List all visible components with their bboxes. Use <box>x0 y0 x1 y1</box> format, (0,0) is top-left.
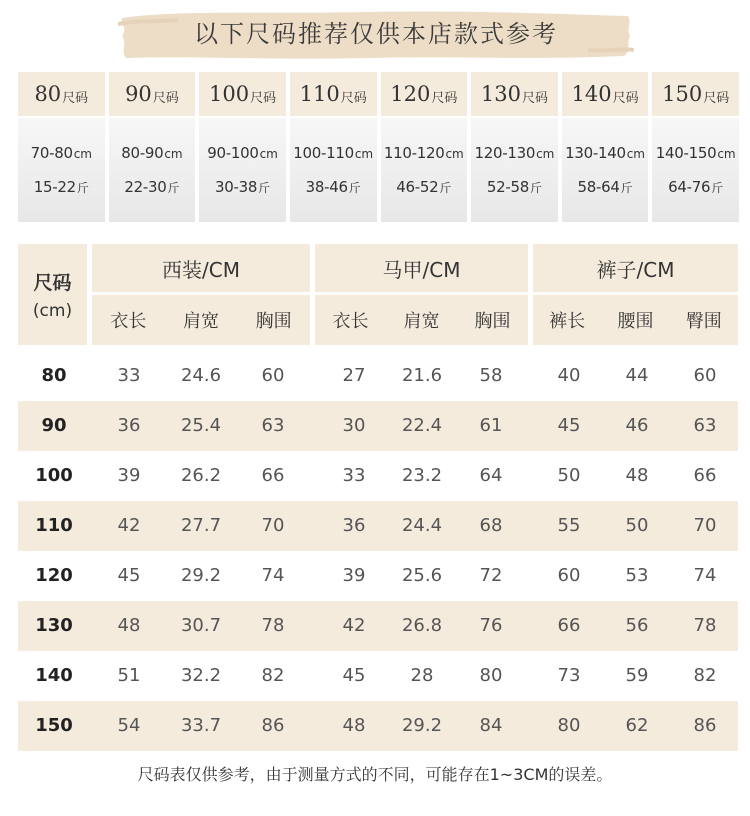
weight-unit: 斤 <box>348 181 361 195</box>
table-cell: 22.4 <box>401 415 443 436</box>
size-unit: 尺码 <box>521 90 548 106</box>
table-cell: 58 <box>479 365 503 386</box>
row-size: 150 <box>35 715 73 736</box>
size-unit: 尺码 <box>152 90 179 106</box>
table-cell: 48 <box>117 615 141 636</box>
table-cell: 55 <box>557 515 581 536</box>
size-card-header <box>290 72 377 116</box>
table-cell: 30 <box>342 415 366 436</box>
table-cell: 60 <box>557 565 581 586</box>
weight-value: 64-76 <box>668 178 711 196</box>
height-value: 120-130 <box>474 144 536 162</box>
height-value: 90-100 <box>207 144 259 162</box>
table-cell: 60 <box>261 365 285 386</box>
table-cell: 21.6 <box>401 365 443 386</box>
weight-value: 22-30 <box>124 178 167 196</box>
table-cell: 66 <box>693 465 717 486</box>
weight-range <box>215 178 270 196</box>
group-header-vest: 马甲/CM <box>315 244 528 292</box>
table-cell: 45 <box>342 665 366 686</box>
footnote: 尺码表仅供参考，由于测量方式的不同，可能存在1~3CM的误差。 <box>137 765 613 784</box>
table-cell: 44 <box>625 365 649 386</box>
table-row <box>18 551 738 601</box>
weight-range <box>578 178 633 196</box>
size-card-header <box>562 72 649 116</box>
height-range <box>121 144 182 162</box>
size-unit: 尺码 <box>612 90 639 106</box>
table-cell: 48 <box>625 465 649 486</box>
size-card-body <box>199 118 286 222</box>
table-cell: 54 <box>117 715 141 736</box>
size-number: 140 <box>571 82 612 106</box>
size-card-header <box>381 72 468 116</box>
table-cell: 62 <box>625 715 649 736</box>
group-header-suit: 西装/CM <box>92 244 310 292</box>
size-card-header <box>109 72 196 116</box>
height-value: 140-150 <box>655 144 717 162</box>
column-header: 臀围 <box>685 311 722 332</box>
height-unit: cm <box>626 147 645 161</box>
table-cell: 53 <box>625 565 649 586</box>
column-header: 腰围 <box>617 311 654 332</box>
table-cell: 61 <box>479 415 503 436</box>
table-cell: 56 <box>625 615 649 636</box>
height-unit: cm <box>536 147 555 161</box>
table-body <box>18 351 738 751</box>
size-number: 80 <box>34 82 62 106</box>
size-number: 110 <box>299 82 340 106</box>
column-header: 肩宽 <box>403 311 440 332</box>
table-cell: 63 <box>261 415 285 436</box>
weight-range <box>668 178 723 196</box>
size-unit: 尺码 <box>62 90 89 106</box>
table-cell: 63 <box>693 415 717 436</box>
corner-label: 尺码 <box>33 272 72 294</box>
height-unit: cm <box>445 147 464 161</box>
row-size: 110 <box>35 515 73 536</box>
table-cell: 33 <box>342 465 366 486</box>
table-cell: 46 <box>625 415 649 436</box>
table-cell: 25.6 <box>401 565 443 586</box>
table-cell: 23.2 <box>401 465 443 486</box>
table-cell: 36 <box>117 415 141 436</box>
weight-range <box>124 178 179 196</box>
table-cell: 48 <box>342 715 366 736</box>
table-row <box>18 351 738 401</box>
weight-unit: 斤 <box>439 181 452 195</box>
table-cell: 51 <box>117 665 141 686</box>
table-cell: 45 <box>557 415 581 436</box>
table-cell: 74 <box>261 565 285 586</box>
size-card-body <box>109 118 196 222</box>
vest-column-headers <box>315 295 528 345</box>
table-cell: 27 <box>342 365 366 386</box>
size-card-header <box>199 72 286 116</box>
table-cell: 84 <box>479 715 503 736</box>
table-cell: 30.7 <box>180 615 222 636</box>
weight-value: 58-64 <box>577 178 620 196</box>
table-cell: 66 <box>557 615 581 636</box>
table-cell: 28 <box>410 665 434 686</box>
table-cell: 27.7 <box>180 515 222 536</box>
title-banner <box>118 6 634 62</box>
height-range <box>293 144 373 162</box>
weight-unit: 斤 <box>711 181 724 195</box>
table-cell: 60 <box>693 365 717 386</box>
size-card <box>562 72 649 222</box>
weight-value: 46-52 <box>396 178 439 196</box>
weight-value: 30-38 <box>215 178 258 196</box>
weight-unit: 斤 <box>258 181 271 195</box>
size-unit: 尺码 <box>250 90 277 106</box>
table-cell: 40 <box>557 365 581 386</box>
weight-range <box>306 178 361 196</box>
table-cell: 50 <box>625 515 649 536</box>
column-header: 衣长 <box>332 311 369 332</box>
size-unit: 尺码 <box>703 90 730 106</box>
table-cell: 26.8 <box>401 615 443 636</box>
size-number: 100 <box>209 82 250 106</box>
column-header: 衣长 <box>110 311 147 332</box>
table-cell: 70 <box>261 515 285 536</box>
table-cell: 78 <box>693 615 717 636</box>
table-cell: 24.4 <box>401 515 443 536</box>
table-cell: 42 <box>342 615 366 636</box>
size-card-body <box>381 118 468 222</box>
size-card <box>652 72 739 222</box>
row-size: 100 <box>35 465 73 486</box>
size-card-header <box>652 72 739 116</box>
size-card <box>381 72 468 222</box>
measurement-table <box>18 244 738 736</box>
table-cell: 33.7 <box>180 715 222 736</box>
weight-unit: 斤 <box>76 181 89 195</box>
size-number: 120 <box>390 82 431 106</box>
height-unit: cm <box>717 147 736 161</box>
height-range <box>207 144 278 162</box>
size-card <box>18 72 105 222</box>
table-cell: 59 <box>625 665 649 686</box>
table-cell: 76 <box>479 615 503 636</box>
table-cell: 64 <box>479 465 503 486</box>
table-cell: 33 <box>117 365 141 386</box>
group-header-row <box>18 244 738 292</box>
size-number: 130 <box>480 82 521 106</box>
height-range <box>565 144 645 162</box>
table-cell: 36 <box>342 515 366 536</box>
suit-column-headers <box>92 295 310 345</box>
size-unit: 尺码 <box>340 90 367 106</box>
weight-value: 52-58 <box>486 178 529 196</box>
height-range <box>31 144 92 162</box>
table-row <box>18 701 738 751</box>
table-cell: 82 <box>693 665 717 686</box>
table-cell: 50 <box>557 465 581 486</box>
size-card <box>471 72 558 222</box>
column-header: 胸围 <box>255 311 292 332</box>
size-card-body <box>652 118 739 222</box>
table-row <box>18 501 738 551</box>
height-value: 70-80 <box>30 144 73 162</box>
column-header: 胸围 <box>474 311 511 332</box>
table-cell: 80 <box>479 665 503 686</box>
weight-range <box>34 178 89 196</box>
height-unit: cm <box>73 147 92 161</box>
height-unit: cm <box>164 147 183 161</box>
weight-unit: 斤 <box>167 181 180 195</box>
table-cell: 78 <box>261 615 285 636</box>
height-unit: cm <box>354 147 374 161</box>
row-size: 80 <box>41 365 67 386</box>
size-number: 150 <box>662 82 703 106</box>
table-cell: 25.4 <box>180 415 222 436</box>
height-unit: cm <box>259 147 278 161</box>
corner-unit: (cm) <box>32 301 73 321</box>
table-cell: 82 <box>261 665 285 686</box>
column-header: 裤长 <box>549 311 586 332</box>
row-size: 130 <box>35 615 73 636</box>
table-cell: 39 <box>117 465 141 486</box>
column-header: 肩宽 <box>183 311 219 332</box>
table-cell: 80 <box>557 715 581 736</box>
row-size: 120 <box>35 565 73 586</box>
size-card-header <box>471 72 558 116</box>
table-cell: 45 <box>117 565 141 586</box>
row-size: 90 <box>41 415 67 436</box>
table-cell: 72 <box>479 565 503 586</box>
height-value: 100-110 <box>293 144 354 162</box>
table-row <box>18 451 738 501</box>
height-value: 110-120 <box>383 144 445 162</box>
weight-range <box>396 178 451 196</box>
pants-column-headers <box>533 295 738 345</box>
table-cell: 68 <box>479 515 503 536</box>
table-cell: 86 <box>261 715 285 736</box>
table-row <box>18 601 738 651</box>
size-number: 90 <box>125 82 152 106</box>
size-card-body <box>18 118 105 222</box>
table-cell: 73 <box>557 665 581 686</box>
table-cell: 26.2 <box>180 465 222 486</box>
table-row <box>18 651 738 701</box>
table-row <box>18 401 738 451</box>
table-cell: 42 <box>117 515 141 536</box>
size-recommendation-grid <box>18 72 739 222</box>
table-cell: 39 <box>342 565 366 586</box>
size-card <box>199 72 286 222</box>
height-value: 80-90 <box>121 144 164 162</box>
column-header-row <box>18 295 738 345</box>
table-cell: 29.2 <box>401 715 443 736</box>
banner-title: 以下尺码推荐仅供本店款式参考 <box>194 20 558 48</box>
table-cell: 74 <box>693 565 717 586</box>
size-unit: 尺码 <box>431 90 458 106</box>
weight-range <box>487 178 542 196</box>
row-size: 140 <box>35 665 73 686</box>
height-range <box>475 144 555 162</box>
table-cell: 24.6 <box>180 365 222 386</box>
table-cell: 70 <box>693 515 717 536</box>
weight-value: 38-46 <box>305 178 348 196</box>
group-header-pants: 裤子/CM <box>533 244 738 292</box>
height-range <box>656 144 736 162</box>
table-cell: 29.2 <box>180 565 222 586</box>
table-cell: 86 <box>693 715 717 736</box>
size-card-body <box>290 118 377 222</box>
weight-unit: 斤 <box>620 181 633 195</box>
size-card <box>109 72 196 222</box>
size-card-header <box>18 72 105 116</box>
size-card-body <box>471 118 558 222</box>
weight-value: 15-22 <box>33 178 76 196</box>
height-value: 130-140 <box>565 144 626 162</box>
size-card-body <box>562 118 649 222</box>
table-cell: 66 <box>261 465 285 486</box>
size-card <box>290 72 377 222</box>
height-range <box>384 144 464 162</box>
weight-unit: 斤 <box>529 181 542 195</box>
table-cell: 32.2 <box>180 665 222 686</box>
